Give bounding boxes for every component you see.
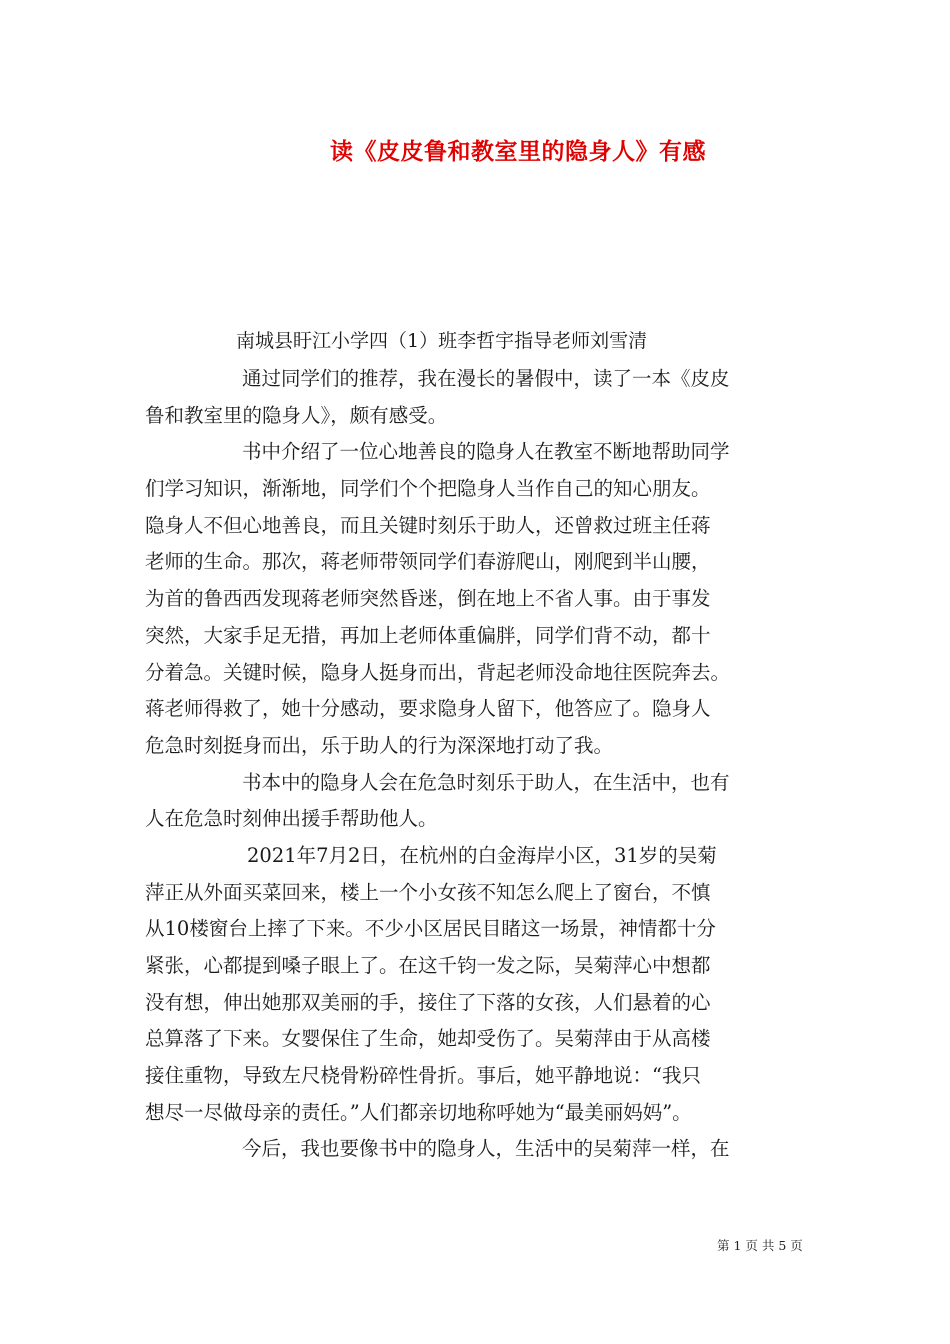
paragraph-line: 蒋老师得救了，她十分感动，要求隐身人留下，他答应了。隐身人 <box>145 697 711 721</box>
paragraph-line: 萍正从外面买菜回来，楼上一个小女孩不知怎么爬上了窗台，不慎 <box>145 880 711 904</box>
paragraph-line: 通过同学们的推荐，我在漫长的暑假中，读了一本《皮皮 <box>242 367 730 390</box>
paragraph-line: 人在危急时刻伸出援手帮助他人。 <box>145 807 438 831</box>
page-number: 第 1 页 共 5 页 <box>717 1238 803 1253</box>
paragraph-line: 今后，我也要像书中的隐身人，生活中的吴菊萍一样，在 <box>242 1137 730 1161</box>
paragraph-line: 总算落了下来。女婴保住了生命，她却受伤了。吴菊萍由于从高楼 <box>145 1027 711 1051</box>
paragraph-line: 们学习知识，渐渐地，同学们个个把隐身人当作自己的知心朋友。 <box>145 477 711 501</box>
paragraph-line: 2021年7月2日，在杭州的白金海岸小区，31岁的吴菊 <box>247 843 717 867</box>
paragraph-line: 没有想，伸出她那双美丽的手，接住了下落的女孩，人们悬着的心 <box>145 990 711 1014</box>
paragraph-line: 鲁和教室里的隐身人》，颇有感受。 <box>145 403 448 427</box>
author-byline: 南城县盱江小学四（1）班李哲宇指导老师刘雪清 <box>236 330 648 352</box>
paragraph-line: 想尽一尽做母亲的责任。”人们都亲切地称呼她为“最美丽妈妈”。 <box>145 1100 692 1124</box>
paragraph-line: 书本中的隐身人会在危急时刻乐于助人，在生活中，也有 <box>242 770 730 794</box>
paragraph-line: 突然，大家手足无措，再加上老师体重偏胖，同学们背不动，都十 <box>145 623 711 647</box>
paragraph-line: 从10楼窗台上摔了下来。不少小区居民目睹这一场景，神情都十分 <box>145 917 716 941</box>
document-title: 读《皮皮鲁和教室里的隐身人》有感 <box>330 138 706 165</box>
paragraph-line: 危急时刻挺身而出，乐于助人的行为深深地打动了我。 <box>145 733 614 757</box>
paragraph-line: 分着急。关键时候，隐身人挺身而出，背起老师没命地往医院奔去。 <box>145 660 731 684</box>
paragraph-line: 紧张，心都提到嗓子眼上了。在这千钧一发之际，吴菊萍心中想都 <box>145 954 711 977</box>
paragraph-line: 为首的鲁西西发现蒋老师突然昏迷，倒在地上不省人事。由于事发 <box>145 587 711 611</box>
document-body <box>145 361 825 1168</box>
paragraph-line: 老师的生命。那次，蒋老师带领同学们春游爬山，刚爬到半山腰， <box>145 550 711 574</box>
paragraph-line: 隐身人不但心地善良，而且关键时刻乐于助人，还曾救过班主任蒋 <box>145 513 711 537</box>
paragraph-line: 接住重物，导致左尺桡骨粉碎性骨折。事后，她平静地说：“我只 <box>145 1064 701 1088</box>
paragraph-line: 书中介绍了一位心地善良的隐身人在教室不断地帮助同学 <box>242 440 730 464</box>
